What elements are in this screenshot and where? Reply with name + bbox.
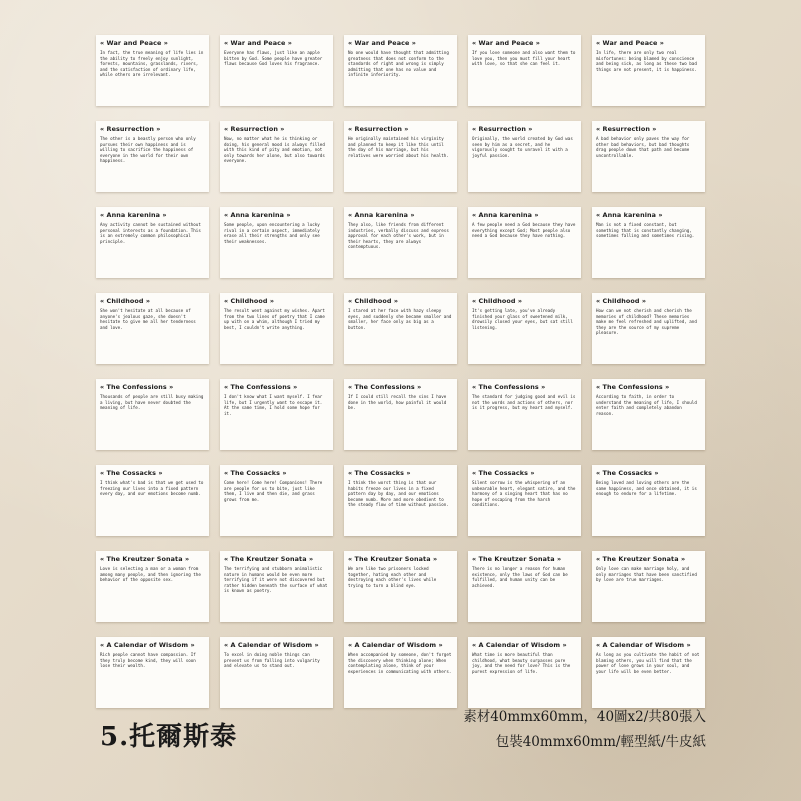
quote-card: [344, 207, 457, 278]
card-book-title: « A Calendar of Wisdom »: [348, 641, 443, 649]
card-book-title: « A Calendar of Wisdom »: [472, 641, 567, 649]
card-quote-text: Rich people cannot have compassion. If they truly become kind, they will soon lose their wealth.: [100, 652, 196, 669]
quote-card: [344, 121, 457, 192]
card-quote-text: We are like two prisoners locked together, hating each other and destroying each other's lives while trying to turn a blind eye.: [348, 566, 437, 588]
card-book-title: « The Kreutzer Sonata »: [348, 555, 438, 563]
card-book-title: « A Calendar of Wisdom »: [596, 641, 691, 649]
card-book-title: « Anna karenina »: [224, 211, 291, 219]
card-quote-text: The standard for judging good and evil is not the words and actions of others, nor is it progress, but my heart and myself.: [472, 394, 576, 411]
card-book-title: « The Kreutzer Sonata »: [472, 555, 562, 563]
card-quote-text: In fact, the true meaning of life lies in the ability to freely enjoy sunlight, forests, mountains, grasslands, rivers, and the satisfaction of ordinary life, while others are irrelevant.: [100, 50, 204, 78]
quote-card: [592, 551, 705, 622]
card-quote-text: I don't know what I want myself. I fear life, but I urgently want to escape it. At the same time, I hold some hope for it.: [224, 394, 323, 416]
spec-packaging: 包裝40mmx60mm/輕型紙/牛皮紙: [495, 734, 706, 750]
quote-card: [468, 379, 581, 450]
quote-card: [468, 293, 581, 364]
quote-card: [468, 207, 581, 278]
quote-card: [592, 207, 705, 278]
quote-card: [344, 293, 457, 364]
card-quote-text: What time is more beautiful than childhood, what beauty surpasses pure joy, and the need for love? This is the purest expression of life.: [472, 652, 571, 674]
card-book-title: « Resurrection »: [224, 125, 285, 133]
card-quote-text: The result went against my wishes. Apart from the two lines of poetry that I came up with on a whim, although I tried my best, I couldn't write anything.: [224, 308, 325, 330]
card-book-title: « Anna karenina »: [596, 211, 663, 219]
card-book-title: « Resurrection »: [100, 125, 161, 133]
card-book-title: « Anna karenina »: [100, 211, 167, 219]
card-quote-text: Now, no matter what he is thinking or doing, his general mood is always filled with this kind of pity and emotion, not only towards her alone, but also towards everyone.: [224, 136, 325, 164]
card-book-title: « The Cossacks »: [348, 469, 411, 477]
card-quote-text: Everyone has flaws, just like an apple bitten by God. Some people have greater flaws because God loves his fragrance.: [224, 50, 323, 67]
quote-card: [220, 35, 333, 106]
card-quote-text: As long as you cultivate the habit of not blaming others, you will find that the power of love grows in your soul, and your life will be even better.: [596, 652, 700, 674]
quote-card: [96, 637, 209, 708]
quote-card: [96, 121, 209, 192]
card-quote-text: If you love someone and also want them to love you, then you must fill your heart with love, so that she can feel it.: [472, 50, 576, 67]
card-quote-text: When accompanied by someone, don't forget the discovery when thinking alone; When contemplating alone, think of your experiences in communicating with others.: [348, 652, 452, 674]
card-quote-text: A few people need a God because they have everything except God; Most people also need a God because they have nothing.: [472, 222, 576, 239]
card-quote-text: It's getting late, you've already finished your glass of sweetened milk, drowsily closed your eyes, but sat still listening.: [472, 308, 573, 330]
card-book-title: « The Confessions »: [348, 383, 422, 391]
quote-card: [96, 35, 209, 106]
quote-card: [220, 379, 333, 450]
card-book-title: « Childhood »: [472, 297, 523, 305]
card-quote-text: How can we not cherish and cherish the memories of childhood? These memories make me feel refreshed and uplifted, and they are the source of my supreme pleasure.: [596, 308, 697, 336]
card-quote-text: A bad behavior only paves the way for other bad behaviors, but bad thoughts drag people down that path and become uncontrollable.: [596, 136, 690, 158]
card-quote-text: Being loved and loving others are the same happiness, and once obtained, it is enough to endure for a lifetime.: [596, 480, 697, 497]
card-quote-text: Thousands of people are still busy making a living, but have never doubted the meaning of life.: [100, 394, 204, 411]
spec-material: 素材40mmx60mm，40圖x2/共80張入: [463, 709, 706, 725]
quote-card: [344, 379, 457, 450]
card-quote-text: They also, like friends from different industries, verbally discuss and express approval for each other's work, but in their hearts, they are always contemptuous.: [348, 222, 449, 250]
card-book-title: « The Cossacks »: [224, 469, 287, 477]
card-quote-text: Originally, the world created by God was seen by him as a secret, and he vigorously sought to unravel it with a joyful passion.: [472, 136, 573, 158]
quote-card: [468, 121, 581, 192]
quote-card: [344, 465, 457, 536]
card-quote-text: I stared at her face with hazy sleepy eyes, and suddenly she became smaller and smaller, her face only as big as a button.: [348, 308, 452, 330]
quote-card: [344, 551, 457, 622]
card-book-title: « The Cossacks »: [100, 469, 163, 477]
card-quote-text: Man is not a fixed constant, but something that is constantly changing, sometimes falling and sometimes rising.: [596, 222, 695, 239]
quote-card: [220, 293, 333, 364]
card-book-title: « Anna karenina »: [472, 211, 539, 219]
card-book-title: « The Confessions »: [224, 383, 298, 391]
card-book-title: « War and Peace »: [100, 39, 169, 47]
card-book-title: « The Confessions »: [596, 383, 670, 391]
quote-card: [468, 35, 581, 106]
quote-card: [96, 293, 209, 364]
card-quote-text: Silent sorrow is the whispering of an unbearable heart, elegant satire, and the harmony of a singing heart that has no hope of escaping from the harsh conditions.: [472, 480, 576, 508]
quote-card: [468, 465, 581, 536]
card-quote-text: No one would have thought that admitting greatness that does not conform to the standards of right and wrong is simply admitting that one has no value and infinite inferiority.: [348, 50, 449, 78]
card-book-title: « The Cossacks »: [472, 469, 535, 477]
card-book-title: « The Kreutzer Sonata »: [224, 555, 314, 563]
card-quote-text: He originally maintained his virginity and planned to keep it like this until the day of his marriage, but his relatives were worried about his health.: [348, 136, 449, 158]
card-book-title: « Childhood »: [596, 297, 647, 305]
card-quote-text: Come here! Come here! Companions! There are people for us to bite, just like them, I live and then die, and grass grows from me.: [224, 480, 323, 502]
card-book-title: « Childhood »: [348, 297, 399, 305]
product-title: 5.托爾斯泰: [100, 722, 238, 752]
card-quote-text: To excel in doing noble things can prevent us from falling into vulgarity and elevate us to stand out.: [224, 652, 320, 669]
card-quote-text: Any activity cannot be sustained without personal interests as a foundation. This is an extremely common philosophical principle.: [100, 222, 201, 244]
card-book-title: « The Kreutzer Sonata »: [100, 555, 190, 563]
card-quote-text: She won't hesitate at all because of anyone's jealous gaze, she doesn't hesitate to give me all her tenderness and love.: [100, 308, 196, 330]
quote-card: [96, 379, 209, 450]
quote-card: [468, 637, 581, 708]
card-book-title: « War and Peace »: [224, 39, 293, 47]
card-quote-text: Only love can make marriage holy, and only marriages that have been sanctified by love are true marriages.: [596, 566, 697, 583]
card-book-title: « War and Peace »: [596, 39, 665, 47]
card-book-title: « Resurrection »: [348, 125, 409, 133]
card-book-title: « The Cossacks »: [596, 469, 659, 477]
card-book-title: « The Confessions »: [472, 383, 546, 391]
quote-card: [344, 637, 457, 708]
card-quote-text: The other is a beastly person who only pursues their own happiness and is willing to sacrifice the happiness of everyone in the world for their own happiness.: [100, 136, 196, 164]
card-quote-text: Love is selecting a man or a woman from among many people, and then ignoring the behavior of the opposite sex.: [100, 566, 201, 583]
card-quote-text: In life, there are only two real misfortunes: being blamed by conscience and being sick, as long as these two bad things are not present, it is happiness.: [596, 50, 697, 72]
card-book-title: « Resurrection »: [472, 125, 533, 133]
quote-card: [220, 207, 333, 278]
quote-card: [592, 293, 705, 364]
card-book-title: « The Kreutzer Sonata »: [596, 555, 686, 563]
card-quote-text: I think the worst thing is that our habits freeze our lives in a fixed pattern day by day, and our emotions become numb. More and more obedient to the steady flow of time without passion.: [348, 480, 449, 508]
card-book-title: « War and Peace »: [348, 39, 417, 47]
card-book-title: « The Confessions »: [100, 383, 174, 391]
card-book-title: « Childhood »: [100, 297, 151, 305]
quote-card: [592, 35, 705, 106]
quote-card: [96, 465, 209, 536]
card-quote-text: The terrifying and stubborn animalistic nature in humans would be even more terrifying if it were not discovered but rather hidden beneath the surface of what is known as poetry.: [224, 566, 328, 594]
quote-card: [220, 637, 333, 708]
quote-card: [96, 551, 209, 622]
quote-card: [592, 121, 705, 192]
quote-card: [220, 121, 333, 192]
quote-card: [344, 35, 457, 106]
card-quote-text: If I could still recall the sins I have done in the world, how painful it would be.: [348, 394, 447, 411]
card-book-title: « Childhood »: [224, 297, 275, 305]
quote-card: [592, 637, 705, 708]
quote-card: [468, 551, 581, 622]
card-book-title: « War and Peace »: [472, 39, 541, 47]
card-quote-text: Some people, upon encountering a lucky rival in a certain aspect, immediately erase all their strengths and only see their weaknesses.: [224, 222, 320, 244]
quote-card: [96, 207, 209, 278]
quote-card: [592, 465, 705, 536]
quote-card: [220, 551, 333, 622]
card-book-title: « A Calendar of Wisdom »: [224, 641, 319, 649]
card-book-title: « Anna karenina »: [348, 211, 415, 219]
card-quote-text: According to faith, in order to understand the meaning of life, I should enter faith and completely abandon reason.: [596, 394, 697, 416]
quote-card: [592, 379, 705, 450]
quote-card: [220, 465, 333, 536]
card-quote-text: There is no longer a reason for human existence, only the laws of God can be fulfilled, and human unity can be achieved.: [472, 566, 568, 588]
card-quote-text: I think what's bad is that we get used to freezing our lives into a fixed pattern every day, and our emotions become numb.: [100, 480, 204, 497]
card-book-title: « A Calendar of Wisdom »: [100, 641, 195, 649]
card-book-title: « Resurrection »: [596, 125, 657, 133]
